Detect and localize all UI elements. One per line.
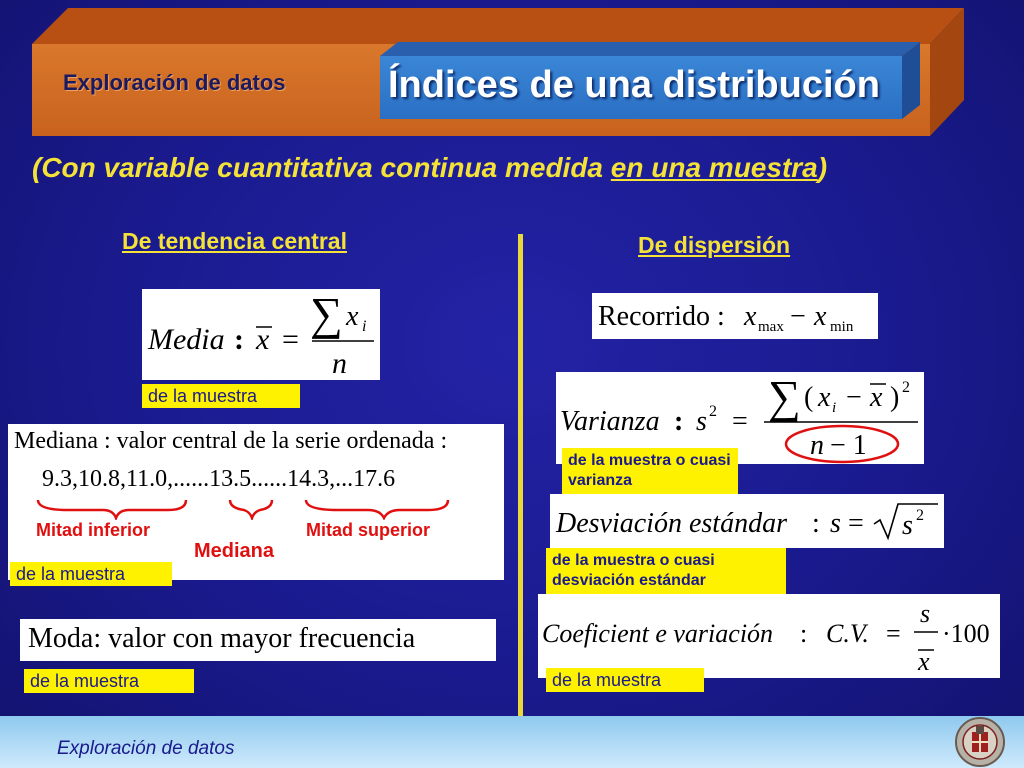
svg-text:Desviación estándar: Desviación estándar: [556, 508, 787, 539]
svg-text:·100: ·100: [942, 619, 990, 648]
svg-text:Varianza: Varianza: [560, 406, 660, 437]
moda-formula: [20, 619, 496, 661]
svg-text:∑: ∑: [768, 372, 801, 422]
svg-text:i: i: [832, 400, 837, 416]
svg-text::: :: [234, 323, 244, 356]
media-formula: [142, 289, 380, 380]
desviacion-sample-label: de la muestra o cuasi desviación estándar: [546, 548, 786, 600]
varianza-sample-label: de la muestra o cuasi varianza: [562, 448, 738, 500]
svg-text:2: 2: [902, 379, 910, 396]
svg-text:C.V.: C.V.: [826, 619, 869, 648]
svg-text:=: =: [886, 619, 901, 648]
mediana-braces: [8, 496, 504, 520]
cv-sample-label: de la muestra: [546, 668, 704, 692]
mitad-inferior-label: Mitad inferior: [36, 520, 151, 540]
subtitle-part1: (Con variable cuantitativa continua medida: [32, 152, 611, 183]
svg-text:2: 2: [709, 403, 717, 420]
svg-text:∑: ∑: [310, 289, 343, 339]
mediana-definition: Mediana : valor central de la serie ordenada :: [14, 428, 448, 454]
svg-text:x: x: [818, 382, 831, 413]
subtitle-underlined: en una muestra: [610, 152, 818, 183]
svg-text:Coeficient e variación: Coeficient e variación: [542, 619, 774, 648]
header-block-top: [32, 8, 964, 44]
svg-text:x: x: [814, 301, 827, 332]
svg-text:s: s: [920, 599, 931, 628]
desviacion-graphic: [550, 494, 944, 548]
svg-text:−: −: [846, 382, 862, 413]
svg-text:x: x: [256, 323, 270, 356]
svg-text:(: (: [804, 382, 814, 413]
column-divider: [518, 234, 523, 716]
svg-text::: :: [812, 508, 820, 539]
moda-definition: Moda: valor con mayor frecuencia: [28, 623, 416, 654]
mediana-mark-label: Mediana: [194, 540, 275, 562]
footer-text: Exploración de datos: [57, 738, 235, 759]
svg-text:=: =: [282, 323, 299, 356]
media-sample-label: de la muestra: [142, 384, 300, 408]
moda-sample-label: de la muestra: [24, 669, 194, 693]
svg-text:Media: Media: [148, 323, 225, 356]
heading-central-tendency: De tendencia central: [122, 228, 347, 254]
svg-text:=: =: [848, 508, 864, 539]
heading-dispersion: De dispersión: [638, 232, 791, 258]
mitad-superior-label: Mitad superior: [306, 520, 431, 540]
svg-text:x: x: [346, 301, 359, 332]
svg-text:min: min: [830, 319, 854, 335]
svg-text:s: s: [696, 406, 707, 437]
svg-text:− 1: − 1: [830, 430, 867, 461]
svg-text:n: n: [332, 347, 347, 380]
recorrido-graphic: [592, 293, 878, 339]
slide-subtitle: [32, 152, 827, 184]
svg-text:Recorrido :: Recorrido :: [598, 301, 725, 332]
svg-text:x: x: [870, 382, 883, 413]
svg-text:i: i: [362, 318, 367, 335]
mediana-series: 9.3,10.8,11.0,......13.5......14.3,...17.6: [42, 466, 396, 492]
recorrido-formula: [592, 293, 878, 339]
desviacion-formula: [550, 494, 944, 548]
svg-text::: :: [674, 406, 684, 437]
header-section-label: Exploración de datos: [63, 70, 286, 95]
svg-text:s: s: [902, 510, 913, 541]
svg-text:x: x: [918, 647, 930, 676]
svg-text:s: s: [830, 508, 841, 539]
cv-formula: [538, 594, 1000, 678]
svg-text:): ): [890, 382, 900, 413]
svg-text:2: 2: [916, 507, 924, 524]
svg-text:=: =: [732, 406, 748, 437]
svg-text:−: −: [790, 301, 806, 332]
title-box-top: [380, 42, 920, 56]
slide-title: Índices de una distribución: [388, 64, 880, 106]
media-formula-graphic: [142, 289, 380, 380]
cv-graphic: [538, 594, 1000, 678]
mediana-sample-label: de la muestra: [10, 562, 172, 586]
university-seal-icon: [952, 712, 1008, 768]
svg-text:n: n: [810, 430, 824, 461]
svg-text:x: x: [744, 301, 757, 332]
svg-text::: :: [800, 619, 808, 648]
svg-text:max: max: [758, 319, 784, 335]
subtitle-part2: ): [817, 152, 828, 183]
